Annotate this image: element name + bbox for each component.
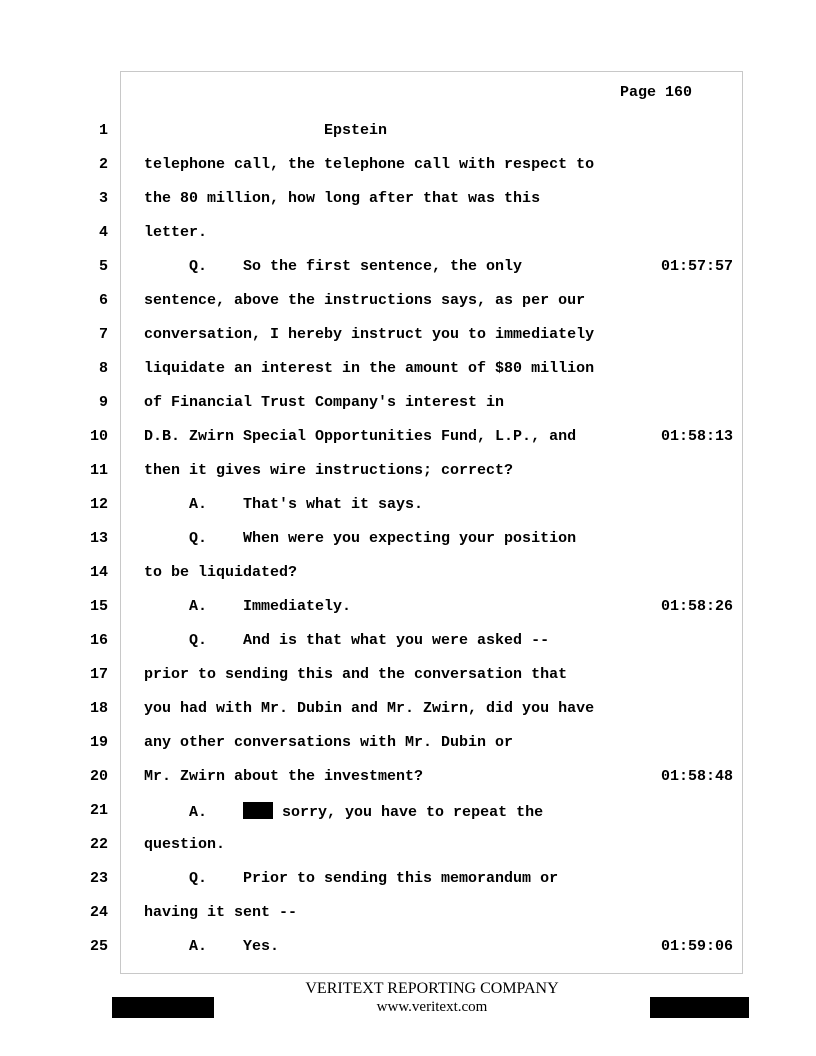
transcript-line — [0, 292, 816, 312]
line-text: prior to sending this and the conversation that — [144, 666, 568, 683]
line-number: 17 — [89, 666, 108, 683]
line-number: 23 — [89, 870, 108, 887]
transcript-line — [0, 496, 816, 516]
transcript-line — [0, 802, 816, 822]
line-text: A. Yes. — [144, 938, 280, 955]
transcript-line — [0, 258, 816, 278]
line-number: 24 — [89, 904, 108, 921]
timestamp: 01:58:26 — [661, 598, 734, 615]
footer-website: www.veritext.com — [376, 999, 488, 1015]
line-number: 11 — [89, 462, 108, 479]
line-text: question. — [144, 836, 226, 853]
line-text — [144, 802, 543, 821]
footer-redaction-right — [650, 997, 749, 1018]
line-number: 8 — [98, 360, 108, 377]
line-number: 5 — [98, 258, 108, 275]
line-text: you had with Mr. Dubin and Mr. Zwirn, did you have — [144, 700, 595, 717]
line-text: then it gives wire instructions; correct? — [144, 462, 514, 479]
transcript-line — [0, 666, 816, 686]
line-text: A. That's what it says. — [144, 496, 424, 513]
line-number: 6 — [98, 292, 108, 309]
line-number: 18 — [89, 700, 108, 717]
line-text: any other conversations with Mr. Dubin or — [144, 734, 514, 751]
line-text-before-redaction: A. — [144, 804, 244, 821]
redaction-box — [243, 802, 273, 819]
line-text: conversation, I hereby instruct you to immediately — [144, 326, 595, 343]
line-number: 12 — [89, 496, 108, 513]
line-text-after-redaction: sorry, you have to repeat the — [273, 804, 544, 821]
line-text: to be liquidated? — [144, 564, 298, 581]
line-number: 21 — [89, 802, 108, 819]
page-number: Page 160 — [620, 84, 693, 101]
timestamp: 01:58:13 — [661, 428, 734, 445]
transcript-line — [0, 122, 816, 142]
timestamp: 01:57:57 — [661, 258, 734, 275]
timestamp: 01:59:06 — [661, 938, 734, 955]
footer-company-name: VERITEXT REPORTING COMPANY — [305, 980, 559, 997]
transcript-line — [0, 734, 816, 754]
transcript-line — [0, 836, 816, 856]
transcript-line — [0, 938, 816, 958]
line-text: Epstein — [144, 122, 388, 139]
line-number: 14 — [89, 564, 108, 581]
line-text: sentence, above the instructions says, as per our — [144, 292, 586, 309]
line-text: Q. So the first sentence, the only — [144, 258, 523, 275]
line-number: 2 — [98, 156, 108, 173]
footer-redaction-left — [112, 997, 214, 1018]
line-text: of Financial Trust Company's interest in — [144, 394, 505, 411]
transcript-line — [0, 326, 816, 346]
line-number: 15 — [89, 598, 108, 615]
transcript-line — [0, 156, 816, 176]
line-number: 19 — [89, 734, 108, 751]
line-number: 7 — [98, 326, 108, 343]
transcript-line — [0, 190, 816, 210]
transcript-line — [0, 428, 816, 448]
line-text: Q. Prior to sending this memorandum or — [144, 870, 559, 887]
transcript-line — [0, 564, 816, 584]
line-text: Q. When were you expecting your position — [144, 530, 577, 547]
line-text: Mr. Zwirn about the investment? — [144, 768, 424, 785]
line-text: having it sent -- — [144, 904, 298, 921]
line-number: 4 — [98, 224, 108, 241]
line-text: letter. — [144, 224, 208, 241]
transcript-line — [0, 700, 816, 720]
line-text: A. Immediately. — [144, 598, 352, 615]
line-number: 16 — [89, 632, 108, 649]
line-number: 1 — [98, 122, 108, 139]
transcript-line — [0, 462, 816, 482]
transcript-line — [0, 598, 816, 618]
line-number: 9 — [98, 394, 108, 411]
transcript-line — [0, 904, 816, 924]
line-number: 22 — [89, 836, 108, 853]
line-text: the 80 million, how long after that was this — [144, 190, 541, 207]
line-text: D.B. Zwirn Special Opportunities Fund, L.P., and — [144, 428, 577, 445]
transcript-line — [0, 360, 816, 380]
line-text: telephone call, the telephone call with respect to — [144, 156, 595, 173]
line-number: 13 — [89, 530, 108, 547]
line-number: 25 — [89, 938, 108, 955]
transcript-line — [0, 768, 816, 788]
line-number: 10 — [89, 428, 108, 445]
transcript-line — [0, 632, 816, 652]
transcript-line — [0, 394, 816, 414]
transcript-line — [0, 224, 816, 244]
line-text: Q. And is that what you were asked -- — [144, 632, 550, 649]
transcript-line — [0, 870, 816, 890]
line-text: liquidate an interest in the amount of $80 million — [144, 360, 595, 377]
line-number: 20 — [89, 768, 108, 785]
transcript-line — [0, 530, 816, 550]
timestamp: 01:58:48 — [661, 768, 734, 785]
line-number: 3 — [98, 190, 108, 207]
